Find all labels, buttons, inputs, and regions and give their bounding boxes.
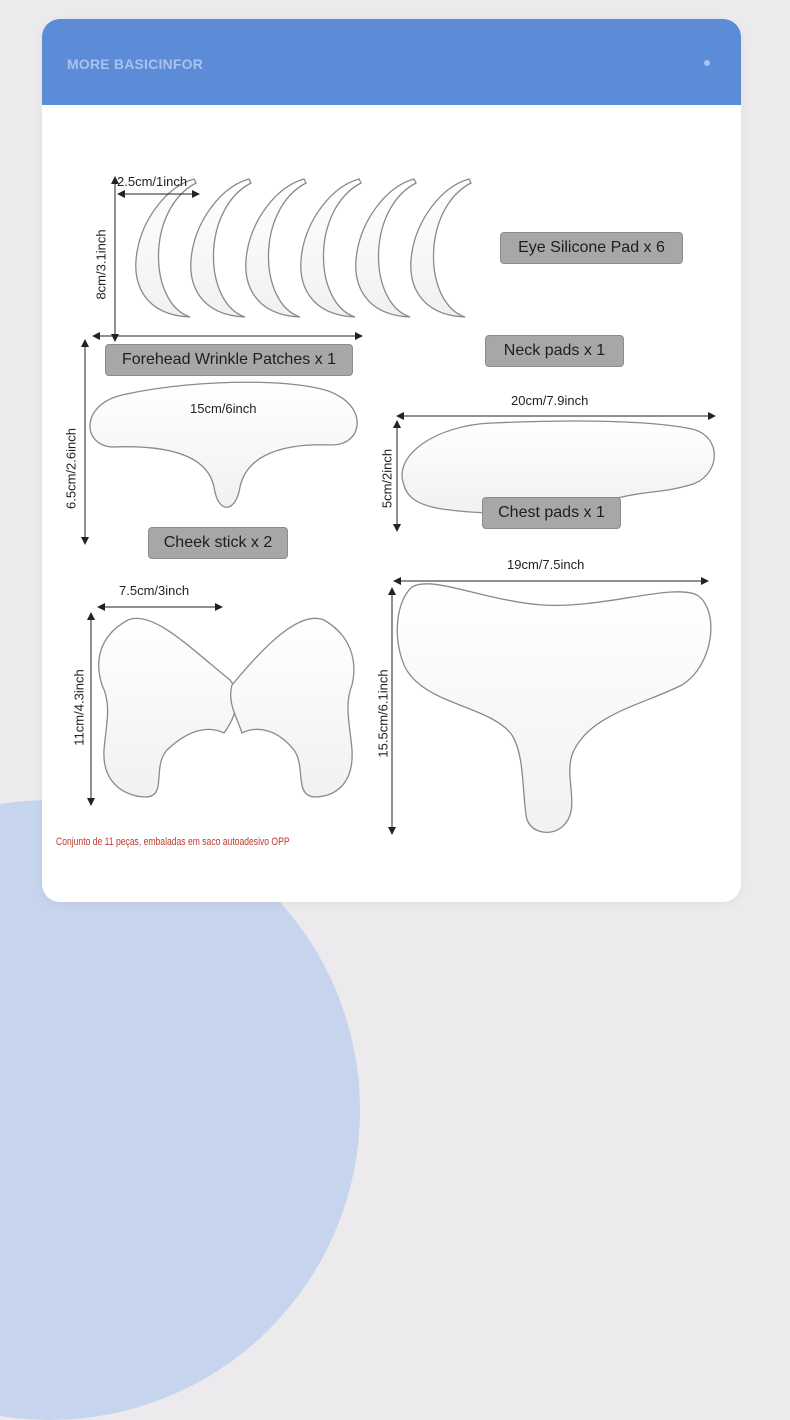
chest-pad-label: Chest pads x 1 (482, 497, 621, 529)
eye-pad-label: Eye Silicone Pad x 6 (500, 232, 683, 264)
neck-width-label: 20cm/7.9inch (511, 393, 589, 408)
dot-icon (704, 60, 710, 66)
eye-pads-shape (136, 179, 471, 317)
package-note: Conjunto de 11 peças, embaladas em saco autoadesivo OPP (56, 836, 290, 848)
product-diagram (42, 105, 741, 902)
chest-height-label: 15.5cm/6.1inch (375, 669, 391, 758)
forehead-patch-label: Forehead Wrinkle Patches x 1 (105, 344, 353, 376)
cheek-stick-label: Cheek stick x 2 (148, 527, 288, 559)
card-header (42, 19, 741, 105)
chest-width-label: 19cm/7.5inch (507, 557, 585, 572)
eye-height-label: 8cm/3.1inch (93, 229, 109, 300)
cheek-sticks-shape (99, 618, 354, 797)
chest-pad-shape (397, 584, 711, 833)
info-card (42, 19, 741, 902)
cheek-height-label: 11cm/4.3inch (71, 669, 87, 746)
neck-pad-label: Neck pads x 1 (485, 335, 624, 367)
forehead-width-label: 15cm/6inch (190, 401, 257, 416)
forehead-height-label: 6.5cm/2.6inch (63, 428, 79, 509)
header-title: MORE BASICINFOR (67, 56, 203, 72)
cheek-width-label: 7.5cm/3inch (119, 583, 190, 598)
eye-width-label: 2.5cm/1inch (117, 174, 188, 189)
neck-height-label: 5cm/2inch (379, 448, 395, 509)
